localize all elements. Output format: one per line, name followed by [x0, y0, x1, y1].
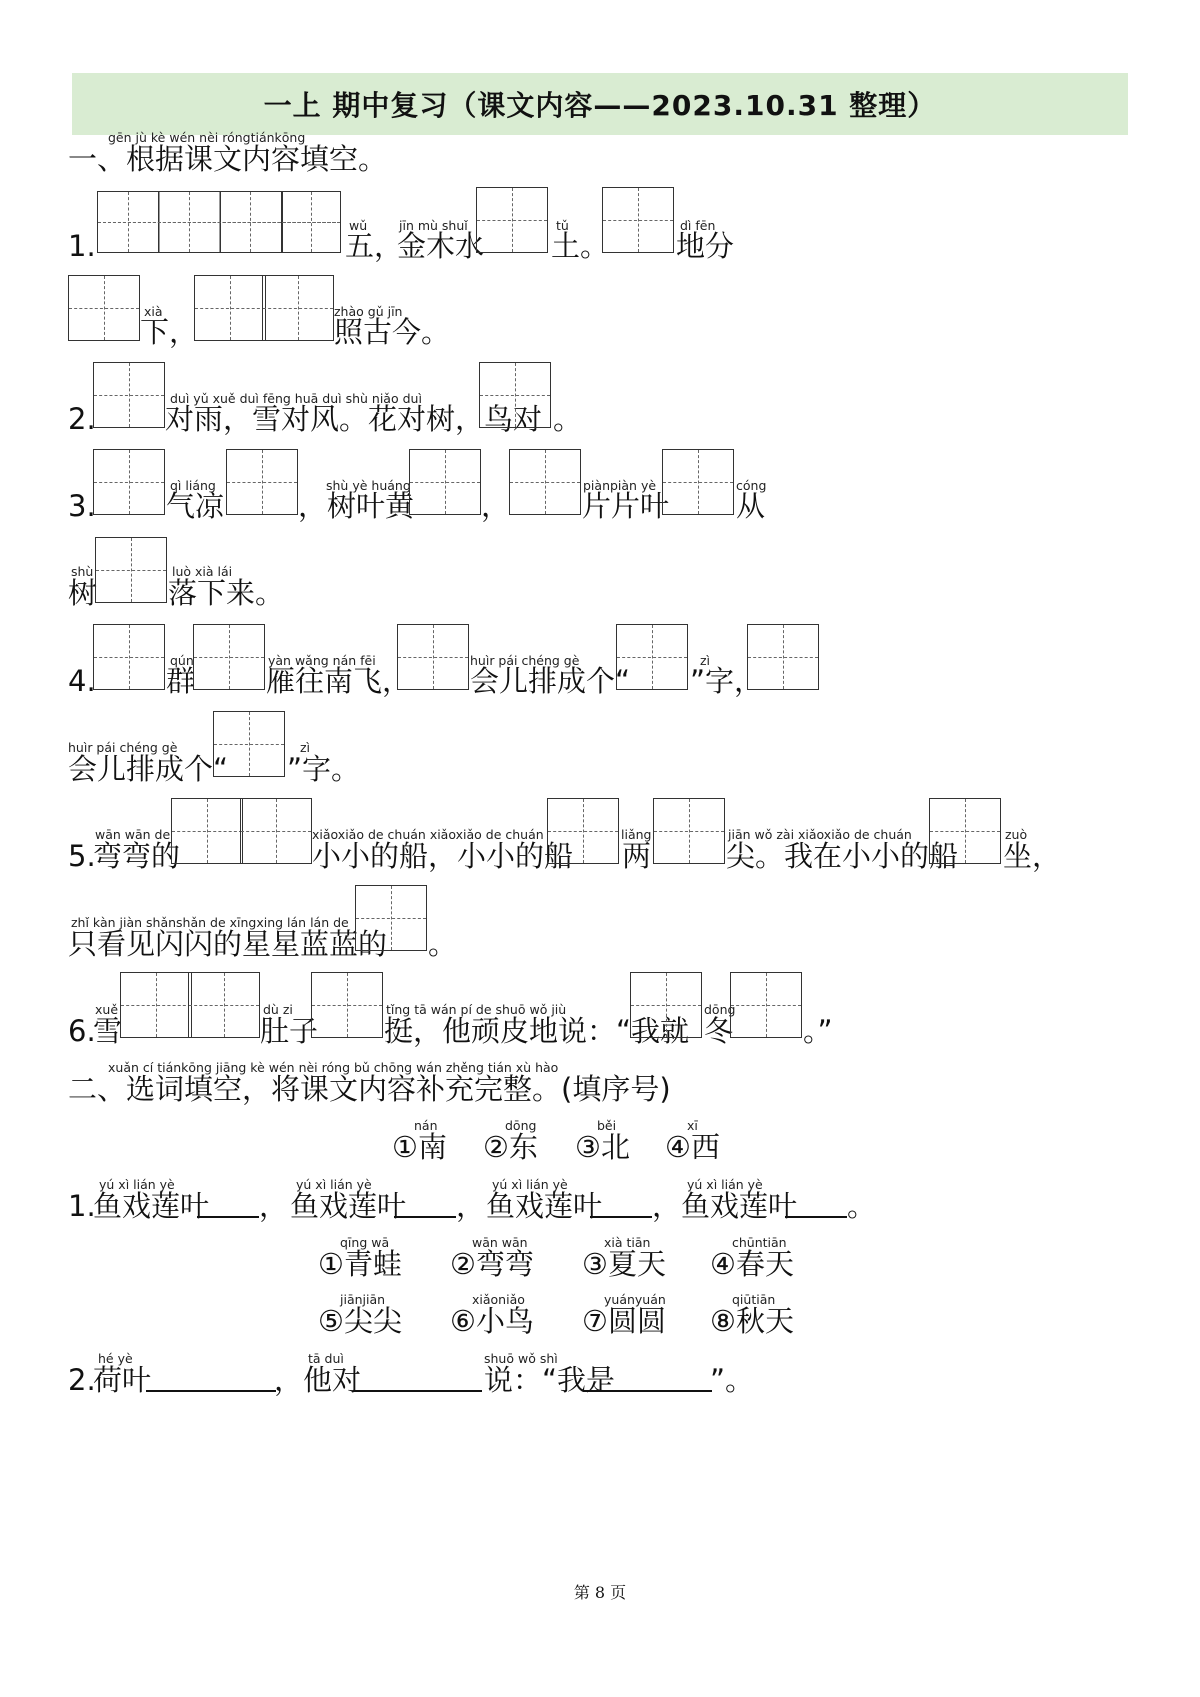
punctuation: ， — [456, 1189, 486, 1223]
pinyin: tǐng tā wán pí de shuō wǒ jiù — [386, 1002, 567, 1017]
tian-box[interactable] — [630, 972, 702, 1038]
tian-box[interactable] — [476, 187, 548, 253]
q4-text: ”字。 — [287, 752, 361, 786]
pinyin: liǎng — [621, 827, 652, 842]
pinyin: dōng — [704, 1002, 736, 1017]
q5-text: 尖。我在小小的船 — [726, 839, 959, 873]
q4-text: 会儿排成个“ — [470, 664, 631, 698]
pinyin: yàn wǎng nán fēi — [268, 653, 376, 668]
tian-box[interactable] — [194, 275, 266, 341]
pinyin: jiān wǒ zài xiǎoxiǎo de chuán — [728, 827, 912, 842]
q3-text: 树 — [68, 576, 98, 610]
tian-box[interactable] — [171, 798, 243, 864]
tian-box[interactable] — [213, 711, 285, 777]
tian-box[interactable] — [262, 275, 334, 341]
option-label[interactable]: ④春天 — [710, 1247, 794, 1281]
tian-box[interactable] — [653, 798, 725, 864]
tian-box[interactable] — [311, 972, 383, 1038]
punctuation: 。 — [847, 1189, 877, 1223]
q4-text: ”字， — [690, 664, 764, 698]
s2q2-text: ”。 — [710, 1363, 755, 1397]
option-pinyin: nán — [414, 1118, 438, 1133]
q3-text: 落下来。 — [168, 576, 285, 610]
tian-box[interactable] — [120, 972, 192, 1038]
q5-number: 5. — [68, 839, 96, 873]
option-label[interactable]: ⑥小鸟 — [450, 1304, 534, 1338]
option-label[interactable]: ①南 — [392, 1130, 447, 1164]
pinyin: zì — [300, 740, 311, 755]
q5-text: 坐， — [1003, 839, 1062, 873]
q1-text: 土。 — [551, 229, 610, 263]
punctuation: ， — [259, 1189, 289, 1223]
q6-text: 挺，他顽皮地说：“我就 — [384, 1014, 690, 1048]
q5-text: 。 — [428, 927, 458, 961]
s2q2-text: 说：“我是 — [484, 1363, 616, 1397]
q5-text: 弯弯的 — [93, 839, 181, 873]
tian-box[interactable] — [93, 362, 165, 428]
answer-blank[interactable] — [590, 1216, 652, 1218]
tian-box[interactable] — [355, 885, 427, 951]
answer-blank[interactable] — [394, 1216, 456, 1218]
q1-text: 金木水 — [397, 229, 485, 263]
q2-text: 。 — [553, 402, 583, 436]
q6-text: 。” — [803, 1014, 833, 1048]
tian-box[interactable] — [730, 972, 802, 1038]
option-pinyin: xiǎoniǎo — [472, 1292, 525, 1307]
pinyin: shù yè huáng — [326, 478, 411, 493]
q2-text: 对雨，雪对风。花对树，鸟对 — [165, 402, 543, 436]
pinyin: tā duì — [308, 1351, 344, 1366]
tian-box[interactable] — [240, 798, 312, 864]
page-title: 一上 期中复习（课文内容——2023.10.31 整理） — [263, 89, 937, 122]
pinyin: qún — [170, 653, 194, 668]
option-pinyin: yuányuán — [604, 1292, 666, 1307]
pinyin: yú xì lián yè — [296, 1177, 372, 1192]
option-pinyin: wān wān — [472, 1235, 528, 1250]
pinyin: huìr pái chéng gè — [68, 740, 178, 755]
q1-text: 五， — [345, 229, 404, 263]
tian-box[interactable] — [95, 537, 167, 603]
pinyin: xuě — [95, 1002, 119, 1017]
pinyin: hé yè — [98, 1351, 133, 1366]
option-label[interactable]: ⑦圆圆 — [582, 1304, 666, 1338]
q5-text: 两 — [622, 839, 652, 873]
option-pinyin: xī — [687, 1118, 698, 1133]
pinyin: duì yǔ xuě duì fēng huā duì shù niǎo duì — [170, 391, 422, 406]
pinyin: shù — [71, 564, 94, 579]
pinyin: wǔ — [349, 218, 368, 233]
option-label[interactable]: ⑤尖尖 — [318, 1304, 402, 1338]
q1-text: 照古今。 — [334, 315, 451, 349]
s2q1-text: 鱼戏莲叶 — [681, 1189, 798, 1223]
answer-blank[interactable] — [584, 1390, 712, 1392]
pinyin: zhào gǔ jīn — [334, 304, 403, 319]
s2q1-text: 鱼戏莲叶 — [486, 1189, 603, 1223]
q3-text: ， — [481, 489, 511, 523]
s2q1-text: 鱼戏莲叶 — [290, 1189, 407, 1223]
heading-pinyin: gēn jù kè wén nèi róngtiánkōng — [108, 130, 306, 145]
pinyin: dù zi — [263, 1002, 293, 1017]
option-label[interactable]: ⑧秋天 — [710, 1304, 794, 1338]
section1-heading: 一、根据课文内容填空。 — [68, 142, 388, 176]
pinyin: jīn mù shuǐ — [399, 218, 468, 233]
tian-box[interactable] — [929, 798, 1001, 864]
q6-number: 6. — [68, 1014, 96, 1048]
option-label[interactable]: ③夏天 — [582, 1247, 666, 1281]
pinyin: zuò — [1005, 827, 1028, 842]
pinyin: xià — [144, 304, 163, 319]
option-label[interactable]: ②东 — [483, 1130, 538, 1164]
pinyin: zì — [700, 653, 711, 668]
s2q1-text: 鱼戏莲叶 — [93, 1189, 210, 1223]
tian-box[interactable] — [193, 624, 265, 690]
answer-blank[interactable] — [785, 1216, 847, 1218]
pinyin: wān wān de — [95, 827, 171, 842]
page-number: 第 8 页 — [573, 1583, 627, 1602]
answer-blank[interactable] — [354, 1390, 482, 1392]
q3-text: 从 — [736, 489, 766, 523]
pinyin: xiǎoxiǎo de chuán xiǎoxiǎo de chuán — [312, 827, 544, 842]
punctuation: ， — [652, 1189, 682, 1223]
tian-box[interactable] — [93, 449, 165, 515]
option-pinyin: qiūtiān — [732, 1292, 776, 1307]
answer-blank[interactable] — [146, 1390, 276, 1392]
pinyin: zhǐ kàn jiàn shǎnshǎn de xīngxing lán lán de — [71, 915, 349, 930]
q3-text: ，树叶黄 — [298, 489, 415, 523]
s2q2-number: 2. — [68, 1363, 96, 1397]
q5-text: 只看见闪闪的星星蓝蓝的 — [68, 927, 388, 961]
q3-text: 片片叶 — [582, 489, 670, 523]
q1-number: 1. — [68, 229, 96, 263]
tian-box[interactable] — [188, 972, 260, 1038]
pinyin: tǔ — [556, 218, 569, 233]
tian-box[interactable] — [397, 624, 469, 690]
tian-box[interactable] — [547, 798, 619, 864]
tian-box[interactable] — [409, 449, 481, 515]
option-pinyin: dōng — [505, 1118, 537, 1133]
q4-text: 雁往南飞， — [266, 664, 412, 698]
q1-text: 地分 — [676, 229, 735, 263]
page-title-banner — [72, 73, 1128, 135]
tian-box[interactable] — [68, 275, 140, 341]
option-label[interactable]: ①青蛙 — [318, 1247, 402, 1281]
option-label[interactable]: ④西 — [665, 1130, 720, 1164]
option-label[interactable]: ②弯弯 — [450, 1247, 534, 1281]
q6-text: 肚子 — [260, 1014, 319, 1048]
q4-text: 会儿排成个“ — [68, 752, 229, 786]
answer-blank[interactable] — [197, 1216, 259, 1218]
s2q1-number: 1. — [68, 1189, 96, 1223]
q4-text: 群 — [166, 664, 196, 698]
option-pinyin: qīng wā — [340, 1235, 390, 1250]
pinyin: qì liáng — [170, 478, 216, 493]
pinyin: yú xì lián yè — [99, 1177, 175, 1192]
tian-box[interactable] — [93, 624, 165, 690]
pinyin: yú xì lián yè — [687, 1177, 763, 1192]
q4-number: 4. — [68, 664, 96, 698]
q1-text: 下， — [140, 315, 199, 349]
q6-text: 冬 — [704, 1014, 734, 1048]
q6-text: 雪 — [93, 1014, 123, 1048]
option-label[interactable]: ③北 — [575, 1130, 630, 1164]
answer-grid-8[interactable] — [97, 191, 341, 253]
s2q2-text: ，他对 — [274, 1363, 362, 1397]
tian-box[interactable] — [602, 187, 674, 253]
pinyin: cóng — [736, 478, 767, 493]
option-pinyin: chūntiān — [732, 1235, 787, 1250]
pinyin: dì fēn — [680, 218, 716, 233]
tian-box[interactable] — [747, 624, 819, 690]
tian-box[interactable] — [662, 449, 734, 515]
pinyin: yú xì lián yè — [492, 1177, 568, 1192]
section2-heading: 二、选词填空，将课文内容补充完整。(填序号) — [68, 1072, 671, 1106]
q3-text: 气凉 — [166, 489, 225, 523]
heading-pinyin: xuǎn cí tiánkōng jiāng kè wén nèi róng bǔ chōng wán zhěng tián xù hào — [108, 1060, 559, 1075]
q5-text: 小小的船，小小的船 — [312, 839, 574, 873]
option-pinyin: xià tiān — [604, 1235, 651, 1250]
pinyin: huìr pái chéng gè — [470, 653, 580, 668]
pinyin: shuō wǒ shì — [484, 1351, 558, 1366]
option-pinyin: běi — [597, 1118, 617, 1133]
option-pinyin: jiānjiān — [340, 1292, 386, 1307]
s2q2-text: 荷叶 — [93, 1363, 152, 1397]
tian-box[interactable] — [226, 449, 298, 515]
tian-box[interactable] — [509, 449, 581, 515]
tian-box[interactable] — [616, 624, 688, 690]
q2-number: 2. — [68, 402, 96, 436]
pinyin: luò xià lái — [172, 564, 233, 579]
pinyin: piànpiàn yè — [583, 478, 657, 493]
q3-number: 3. — [68, 489, 96, 523]
tian-box[interactable] — [479, 362, 551, 428]
